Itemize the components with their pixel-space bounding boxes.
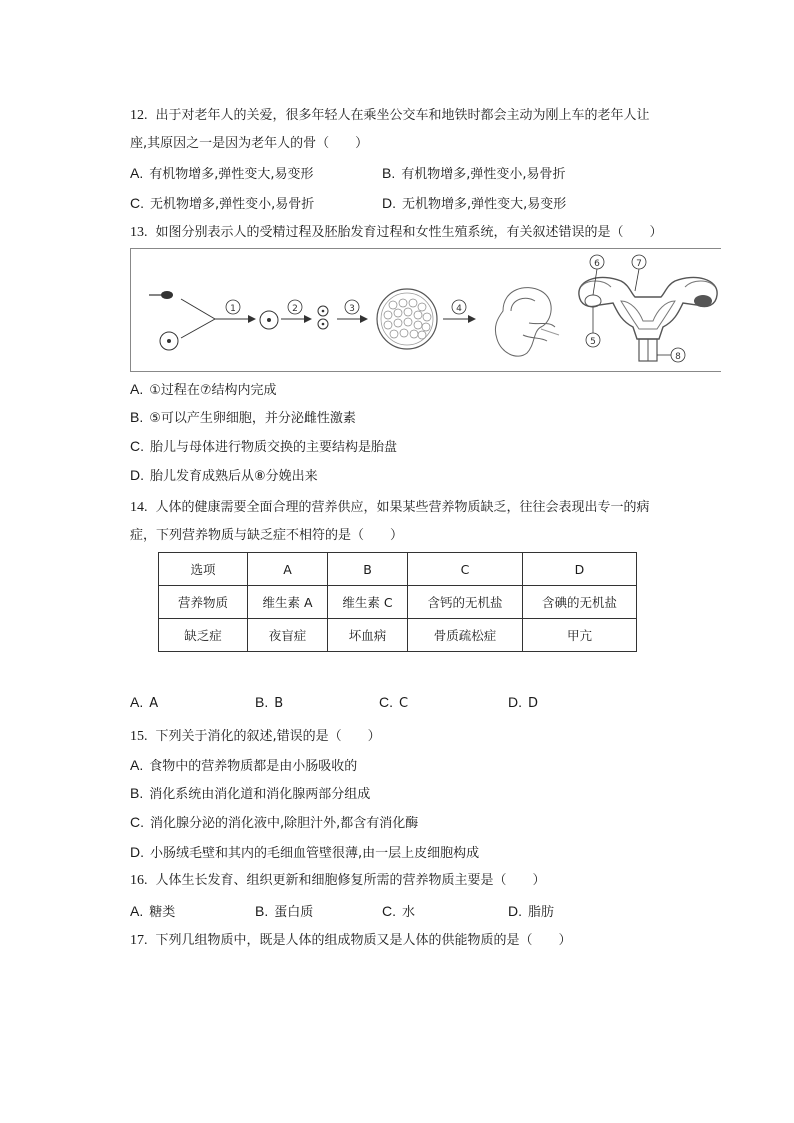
- q12-option-b[interactable]: B. 有机物增多,弹性变小,易骨折: [382, 165, 566, 182]
- svg-text:3: 3: [349, 304, 355, 314]
- q13-figure: [130, 248, 721, 372]
- two-cell-stage-icon: [318, 306, 328, 329]
- q14-option-a[interactable]: A. A: [130, 694, 159, 711]
- fertilization-diagram: [131, 249, 721, 371]
- q14-option-c[interactable]: C. C: [379, 694, 409, 711]
- q12-option-a[interactable]: A. 有机物增多,弹性变大,易变形: [130, 165, 314, 182]
- table-cell: 缺乏症: [159, 619, 248, 652]
- table-cell: C: [408, 553, 523, 586]
- table-cell: 骨质疏松症: [408, 619, 523, 652]
- svg-text:4: 4: [456, 304, 462, 314]
- egg-cell-icon: [160, 332, 178, 350]
- q15-option-a[interactable]: A. 食物中的营养物质都是由小肠吸收的: [130, 757, 358, 774]
- svg-text:8: 8: [675, 352, 681, 362]
- svg-text:5: 5: [590, 337, 596, 347]
- table-cell: 含碘的无机盐: [523, 586, 637, 619]
- label-1: [226, 300, 240, 314]
- zygote-icon: [260, 311, 278, 329]
- table-cell: 营养物质: [159, 586, 248, 619]
- q12-option-d[interactable]: D. 无机物增多,弹性变大,易变形: [382, 195, 567, 212]
- table-cell: 选项: [159, 553, 248, 586]
- label-2: [288, 300, 302, 314]
- q16-option-c[interactable]: C. 水: [382, 903, 416, 920]
- table-cell: 夜盲症: [248, 619, 328, 652]
- q16-option-a[interactable]: A. 糖类: [130, 903, 176, 920]
- table-cell: D: [523, 553, 637, 586]
- q17-number: 17.: [130, 933, 148, 948]
- morula-icon: [377, 289, 437, 349]
- q16-option-b[interactable]: B. 蛋白质: [255, 903, 314, 920]
- table-cell: 甲亢: [523, 619, 637, 652]
- q15-option-d[interactable]: D. 小肠绒毛壁和其内的毛细血管壁很薄,由一层上皮细胞构成: [130, 844, 480, 861]
- table-cell: 维生素 A: [248, 586, 328, 619]
- q14-option-b[interactable]: B. B: [255, 694, 284, 711]
- q12-stem-line1: 12. 出于对老年人的关爱，很多年轻人在乘坐公交车和地铁时都会主动为刚上车的老年人让: [130, 108, 650, 123]
- table-row: [159, 586, 637, 619]
- table-cell: B: [328, 553, 408, 586]
- label-4: [452, 300, 466, 314]
- table-header-row: [159, 553, 637, 586]
- q15-option-b[interactable]: B. 消化系统由消化道和消化腺两部分组成: [130, 785, 371, 802]
- embryo-icon: [495, 288, 559, 357]
- q15-option-c[interactable]: C. 消化腺分泌的消化液中,除胆汁外,都含有消化酶: [130, 814, 419, 831]
- svg-text:6: 6: [594, 259, 600, 269]
- q14-number: 14.: [130, 500, 148, 515]
- q16-stem-line1: 16. 人体生长发育、组织更新和细胞修复所需的营养物质主要是（ ）: [130, 873, 546, 888]
- q12-number: 12.: [130, 108, 148, 123]
- table-cell: 坏血病: [328, 619, 408, 652]
- q13-option-b[interactable]: B. ⑤可以产生卵细胞，并分泌雌性激素: [130, 409, 356, 426]
- svg-text:1: 1: [230, 304, 236, 314]
- q12-stem-line2: 座,其原因之一是因为老年人的骨（ ）: [130, 136, 369, 151]
- q17-stem-line1: 17. 下列几组物质中，既是人体的组成物质又是人体的供能物质的是（ ）: [130, 933, 572, 948]
- table-cell: A: [248, 553, 328, 586]
- q14-stem-line2: 症，下列营养物质与缺乏症不相符的是（ ）: [130, 528, 404, 543]
- q13-option-d[interactable]: D. 胎儿发育成熟后从⑧分娩出来: [130, 467, 318, 484]
- q15-number: 15.: [130, 729, 148, 744]
- q14-stem-line1: 14. 人体的健康需要全面合理的营养供应，如果某些营养物质缺乏，往往会表现出专一的病: [130, 500, 650, 515]
- table-cell: 维生素 C: [328, 586, 408, 619]
- q13-stem-line1: 13. 如图分别表示人的受精过程及胚胎发育过程和女性生殖系统，有关叙述错误的是（ ）: [130, 225, 663, 240]
- q13-option-a[interactable]: A. ①过程在⑦结构内完成: [130, 381, 277, 398]
- table-row: [159, 619, 637, 652]
- q14-option-d[interactable]: D. D: [508, 694, 539, 711]
- nutrition-table: [158, 552, 637, 652]
- q16-number: 16.: [130, 873, 148, 888]
- q13-number: 13.: [130, 225, 148, 240]
- q12-option-c[interactable]: C. 无机物增多,弹性变小,易骨折: [130, 195, 315, 212]
- q15-stem-line1: 15. 下列关于消化的叙述,错误的是（ ）: [130, 729, 381, 744]
- q13-option-c[interactable]: C. 胎儿与母体进行物质交换的主要结构是胎盘: [130, 438, 398, 455]
- q16-option-d[interactable]: D. 脂肪: [508, 903, 555, 920]
- table-cell: 含钙的无机盐: [408, 586, 523, 619]
- svg-text:2: 2: [292, 304, 298, 314]
- uterus-diagram-icon: [579, 255, 717, 362]
- svg-text:7: 7: [636, 259, 642, 269]
- sperm-icon: [149, 291, 173, 299]
- label-3: [345, 300, 359, 314]
